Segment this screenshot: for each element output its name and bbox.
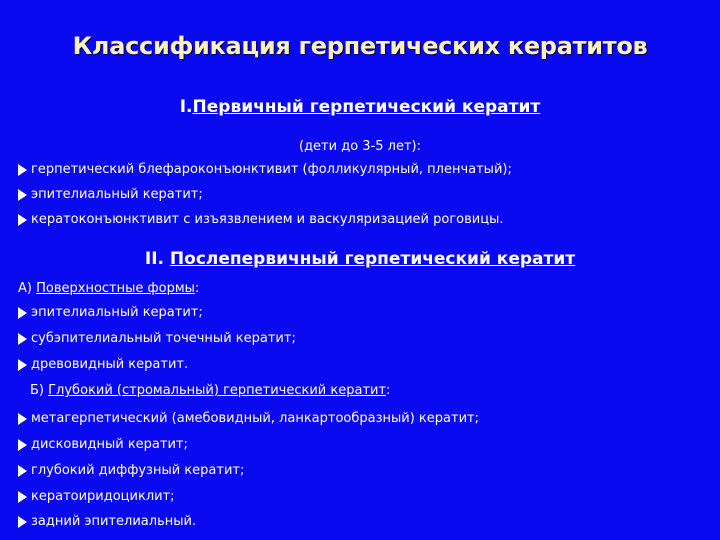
group-b-heading (30, 383, 390, 398)
list-item (18, 305, 203, 320)
arrow-bullet-icon (18, 189, 27, 201)
group-b-prefix: Б) (30, 383, 49, 398)
group-a-suffix: : (194, 281, 200, 296)
arrow-bullet-icon (18, 465, 27, 477)
list-item (18, 331, 296, 346)
group-a-prefix: А) (18, 281, 37, 296)
section1-title: Первичный герпетический кератит (192, 97, 541, 117)
group-a-label: Поверхностные формы (36, 281, 195, 296)
list-item-text: метагерпетический (амебовидный, ланкартообразный) кератит; (31, 411, 479, 426)
list-item-text: герпетический блефароконъюнктивит (фолликулярный, пленчатый); (31, 162, 512, 177)
list-item (18, 411, 479, 426)
section2-title: Послепервичный герпетический кератит (169, 249, 576, 269)
arrow-bullet-icon (18, 359, 27, 371)
arrow-bullet-icon (18, 307, 27, 319)
section2-numeral: II. (144, 249, 164, 269)
arrow-bullet-icon (18, 164, 27, 176)
list-item-text: эпителиальный кератит; (31, 187, 203, 202)
group-b-suffix: : (386, 383, 391, 398)
list-item (18, 357, 188, 372)
list-item (18, 212, 503, 227)
arrow-bullet-icon (18, 333, 27, 345)
section2-heading (0, 249, 720, 269)
arrow-bullet-icon (18, 439, 27, 451)
list-item-text: эпителиальный кератит; (31, 305, 203, 320)
list-item (18, 463, 244, 478)
list-item (18, 489, 175, 504)
list-item-text: кератоиридоциклит; (31, 489, 175, 504)
slide-title: Классификация герпетических кератитов (72, 32, 648, 60)
arrow-bullet-icon (18, 516, 27, 528)
list-item (18, 187, 203, 202)
list-item (18, 437, 188, 452)
list-item-text: древовидный кератит. (31, 357, 189, 372)
list-item-text: субэпителиальный точечный кератит; (31, 331, 296, 346)
list-item (18, 514, 196, 529)
list-item (18, 162, 512, 177)
section1-numeral: I. (179, 97, 193, 117)
section1-heading (0, 97, 720, 117)
list-item-text: глубокий диффузный кератит; (31, 463, 245, 478)
group-a-heading (18, 281, 199, 296)
arrow-bullet-icon (18, 214, 27, 226)
arrow-bullet-icon (18, 413, 27, 425)
section1-note: (дети до 3-5 лет): (299, 139, 421, 154)
arrow-bullet-icon (18, 491, 27, 503)
list-item-text: кератоконъюнктивит с изъязвлением и васкуляризацией роговицы. (31, 212, 504, 227)
list-item-text: дисковидный кератит; (31, 437, 188, 452)
list-item-text: задний эпителиальный. (31, 514, 197, 529)
group-b-label: Глубокий (стромальный) герпетический кератит (48, 383, 387, 398)
